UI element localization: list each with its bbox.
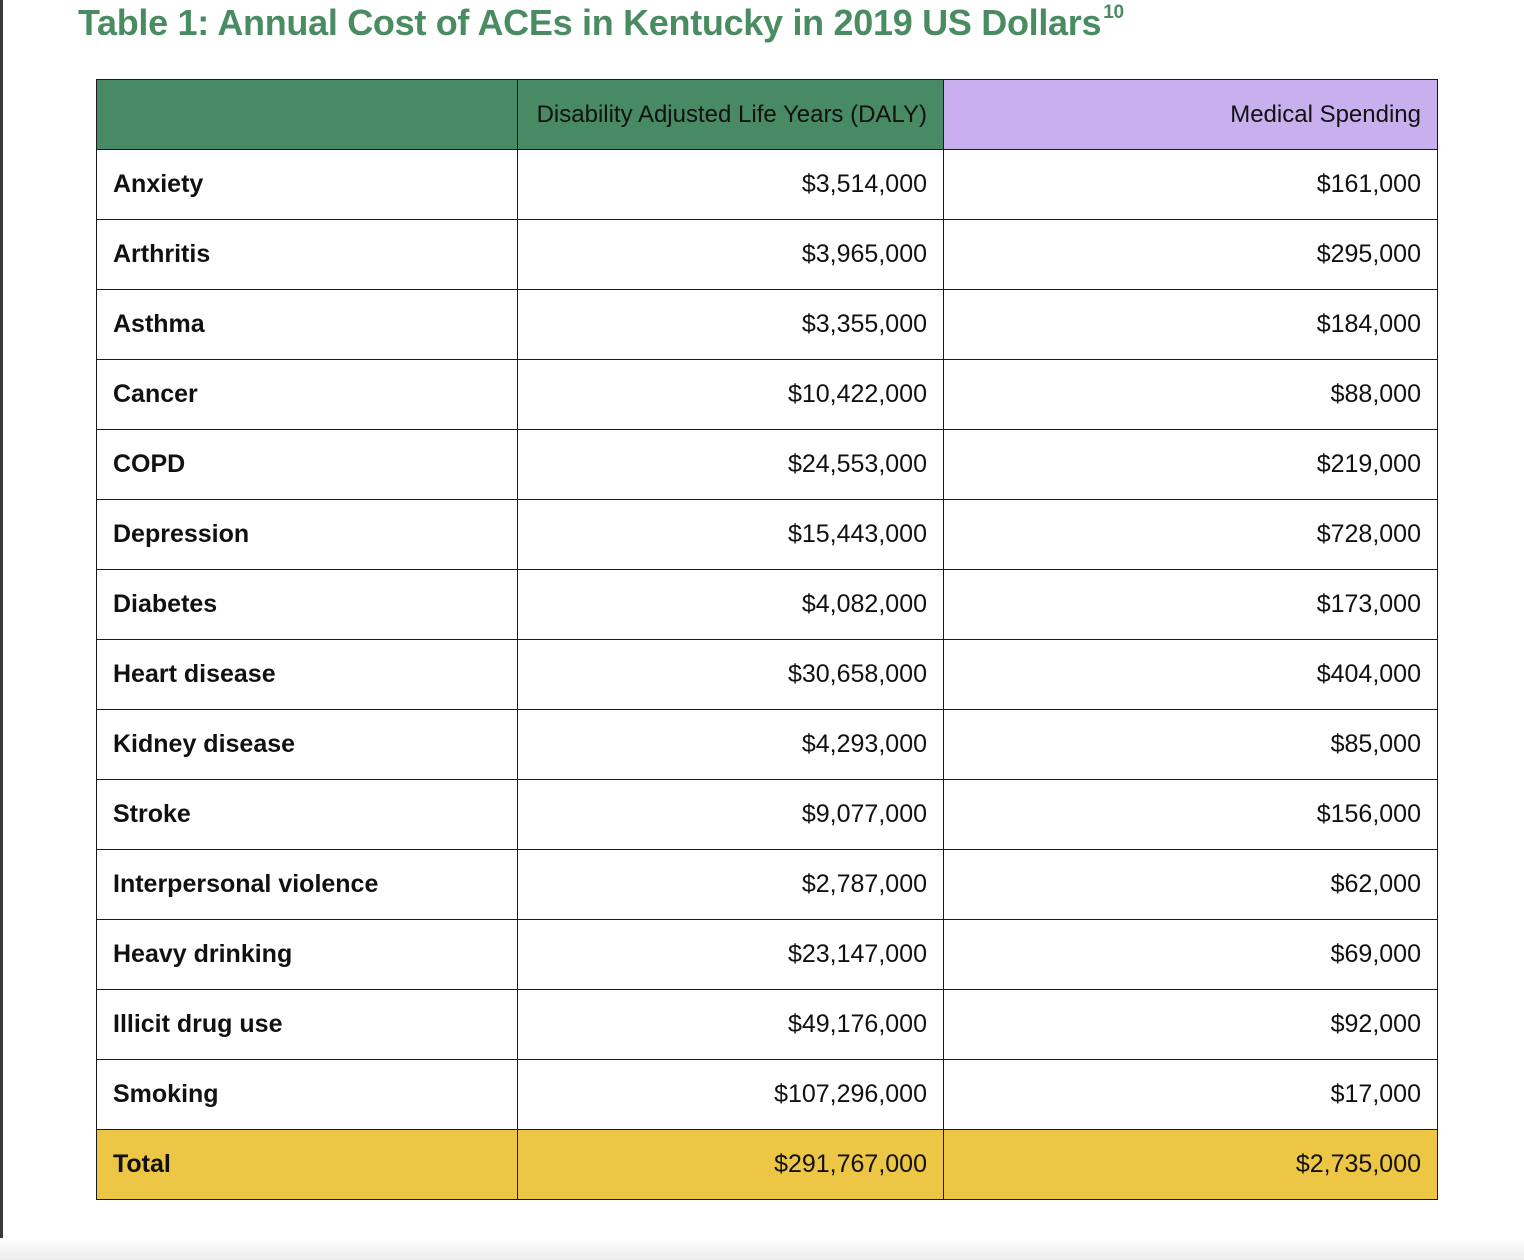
row-label: Depression (97, 500, 518, 570)
daly-value: $2,787,000 (518, 850, 944, 920)
row-label: Asthma (97, 290, 518, 360)
table-row (97, 850, 1438, 920)
row-label: Cancer (97, 360, 518, 430)
header-condition (97, 80, 518, 150)
daly-value: $49,176,000 (518, 990, 944, 1060)
medical-value: $219,000 (944, 430, 1438, 500)
medical-value: $88,000 (944, 360, 1438, 430)
medical-value: $69,000 (944, 920, 1438, 990)
medical-value: $62,000 (944, 850, 1438, 920)
ace-cost-table (96, 79, 1438, 1200)
table-header-row (97, 80, 1438, 150)
daly-value: $24,553,000 (518, 430, 944, 500)
medical-value: $173,000 (944, 570, 1438, 640)
table-row (97, 920, 1438, 990)
header-daly: Disability Adjusted Life Years (DALY) (518, 80, 944, 150)
footnote-marker: 10 (1103, 2, 1124, 23)
medical-value: $161,000 (944, 150, 1438, 220)
medical-value: $85,000 (944, 710, 1438, 780)
row-label: Kidney disease (97, 710, 518, 780)
daly-value: $3,355,000 (518, 290, 944, 360)
table-row (97, 640, 1438, 710)
row-label: Smoking (97, 1060, 518, 1130)
row-label: Anxiety (97, 150, 518, 220)
daly-value: $107,296,000 (518, 1060, 944, 1130)
daly-value: $3,514,000 (518, 150, 944, 220)
medical-value: $404,000 (944, 640, 1438, 710)
row-label: COPD (97, 430, 518, 500)
medical-value: $92,000 (944, 990, 1438, 1060)
row-label: Interpersonal violence (97, 850, 518, 920)
table-row (97, 570, 1438, 640)
page-bottom-edge (0, 1238, 1524, 1260)
daly-value: $30,658,000 (518, 640, 944, 710)
row-label: Heavy drinking (97, 920, 518, 990)
medical-value: $17,000 (944, 1060, 1438, 1130)
table-row (97, 220, 1438, 290)
table-row (97, 710, 1438, 780)
table-title (78, 2, 1124, 44)
table-body (97, 150, 1438, 1200)
medical-value: $728,000 (944, 500, 1438, 570)
total-medical-value: $2,735,000 (944, 1130, 1438, 1200)
daly-value: $3,965,000 (518, 220, 944, 290)
row-label: Diabetes (97, 570, 518, 640)
daly-value: $4,293,000 (518, 710, 944, 780)
row-label: Arthritis (97, 220, 518, 290)
table-row (97, 150, 1438, 220)
daly-value: $9,077,000 (518, 780, 944, 850)
total-label: Total (97, 1130, 518, 1200)
row-label: Stroke (97, 780, 518, 850)
medical-value: $184,000 (944, 290, 1438, 360)
table-title-text: Table 1: Annual Cost of ACEs in Kentucky in 2019 US Dollars (78, 2, 1102, 43)
daly-value: $4,082,000 (518, 570, 944, 640)
total-row (97, 1130, 1438, 1200)
table-row (97, 1060, 1438, 1130)
medical-value: $156,000 (944, 780, 1438, 850)
table-row (97, 290, 1438, 360)
page-left-edge (0, 0, 3, 1260)
daly-value: $23,147,000 (518, 920, 944, 990)
table-row (97, 990, 1438, 1060)
table-row (97, 780, 1438, 850)
table-row (97, 360, 1438, 430)
table-row (97, 430, 1438, 500)
medical-value: $295,000 (944, 220, 1438, 290)
table-row (97, 500, 1438, 570)
total-daly-value: $291,767,000 (518, 1130, 944, 1200)
row-label: Heart disease (97, 640, 518, 710)
daly-value: $10,422,000 (518, 360, 944, 430)
daly-value: $15,443,000 (518, 500, 944, 570)
header-medical-spending: Medical Spending (944, 80, 1438, 150)
row-label: Illicit drug use (97, 990, 518, 1060)
